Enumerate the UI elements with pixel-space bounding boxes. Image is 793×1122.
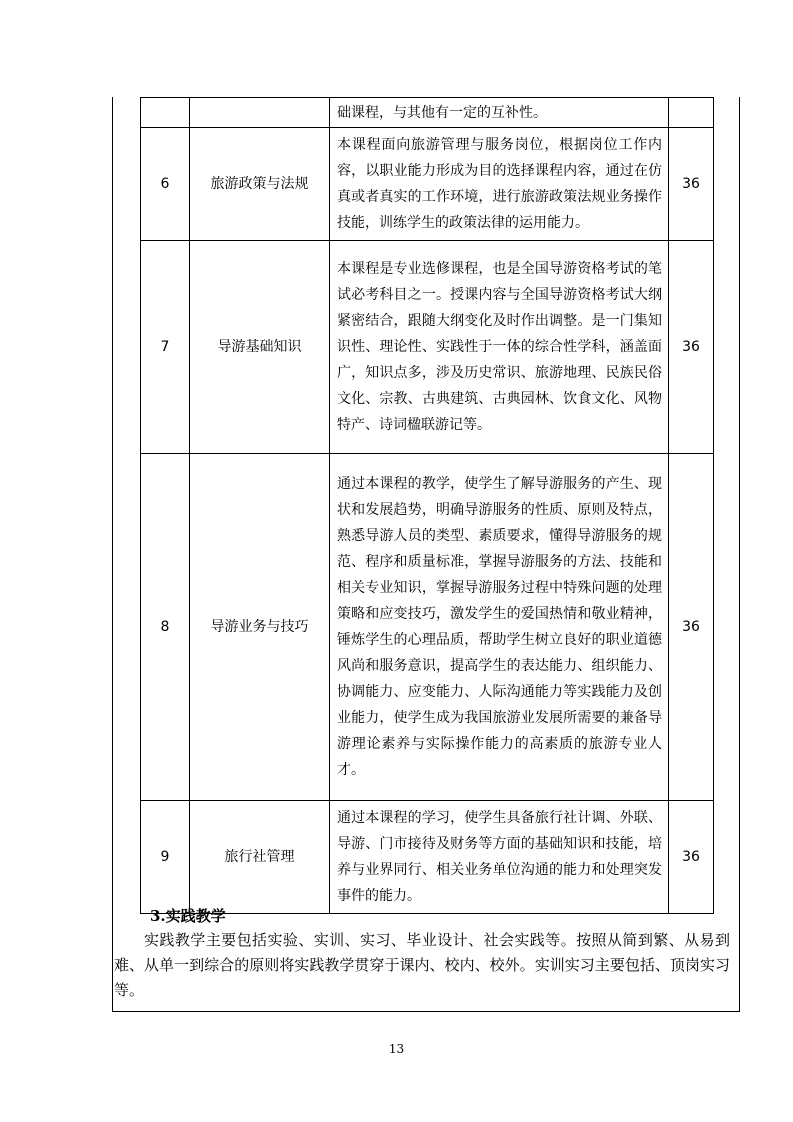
course-hours: 36 [669, 128, 714, 241]
course-number: 9 [141, 801, 190, 914]
table-row [141, 801, 714, 914]
course-number: 7 [141, 241, 190, 454]
course-name: 旅行社管理 [190, 801, 330, 914]
table-row [141, 454, 714, 801]
table-row [141, 98, 714, 128]
course-hours: 36 [669, 454, 714, 801]
course-description: 础课程，与其他有一定的互补性。 [330, 98, 669, 128]
course-hours [669, 98, 714, 128]
course-hours: 36 [669, 801, 714, 914]
page-number: 13 [388, 1042, 405, 1056]
course-number: 6 [141, 128, 190, 241]
course-number [141, 98, 190, 128]
course-name: 导游业务与技巧 [190, 454, 330, 801]
course-table [140, 97, 714, 914]
course-description: 本课程面向旅游管理与服务岗位，根据岗位工作内容，以职业能力形成为目的选择课程内容，通过在仿真或者真实的工作环境，进行旅游政策法规业务操作技能，训练学生的政策法律的运用能力。 [330, 128, 669, 241]
section-body: 实践教学主要包括实验、实训、实习、毕业设计、社会实践等。按照从简到繁、从易到难、从单一到综合的原则将实践教学贯穿于课内、校内、校外。实训实习主要包括、顶岗实习等。 [114, 931, 730, 999]
course-description: 通过本课程的教学，使学生了解导游服务的产生、现状和发展趋势，明确导游服务的性质、原则及特点，熟悉导游人员的类型、素质要求，懂得导游服务的规范、程序和质量标准，掌握导游服务的方法、技能和相关专业知识，掌握导游服务过程中特殊问题的处理策略和应变技巧，激发学生的爱国热情和敬业精神，锤炼学生的心理品质，帮助学生树立良好的职业道德风尚和服务意识，提高学生的表达能力、组织能力、协调能力、应变能力、人际沟通能力等实践能力及创业能力，使学生成为我国旅游业发展所需要的兼备导游理论素养与实际操作能力的高素质的旅游专业人才。 [330, 454, 669, 801]
practice-teaching-section [112, 904, 740, 1003]
course-name: 导游基础知识 [190, 241, 330, 454]
course-hours: 36 [669, 241, 714, 454]
section-heading: 3.实践教学 [150, 907, 226, 925]
course-name: 旅游政策与法规 [190, 128, 330, 241]
table-row [141, 241, 714, 454]
table-row [141, 128, 714, 241]
course-description: 本课程是专业选修课程，也是全国导游资格考试的笔试必考科目之一。授课内容与全国导游资格考试大纲紧密结合，跟随大纲变化及时作出调整。是一门集知识性、理论性、实践性于一体的综合性学科，涵盖面广，知识点多，涉及历史常识、旅游地理、民族民俗文化、宗教、古典建筑、古典园林、饮食文化、风物特产、诗词楹联游记等。 [330, 241, 669, 454]
course-name [190, 98, 330, 128]
course-description: 通过本课程的学习，使学生具备旅行社计调、外联、导游、门市接待及财务等方面的基础知识和技能，培养与业界同行、相关业务单位沟通的能力和处理突发事件的能力。 [330, 801, 669, 914]
course-number: 8 [141, 454, 190, 801]
